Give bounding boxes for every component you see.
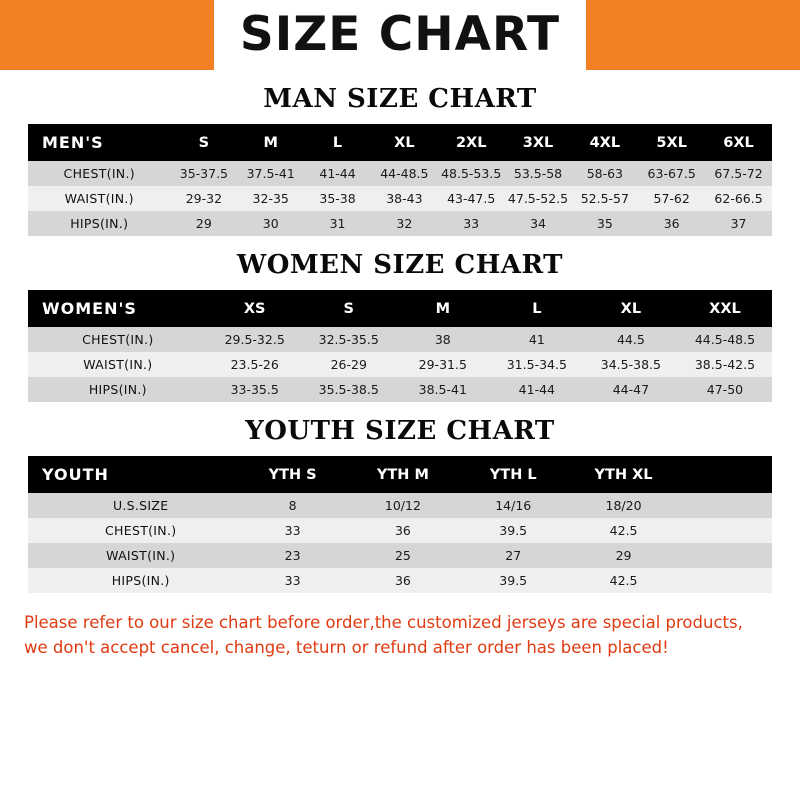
cell: 47.5-52.5: [505, 186, 572, 211]
header-right-accent: [770, 0, 800, 70]
cell: 23.5-26: [208, 352, 302, 377]
table-header-row: [28, 124, 772, 161]
cell: 48.5-53.5: [438, 161, 505, 186]
col-header-womens: WOMEN'S: [28, 290, 208, 327]
cell-spacer: [679, 568, 772, 593]
cell: 35-38: [304, 186, 371, 211]
cell-spacer: [679, 518, 772, 543]
cell: 31.5-34.5: [490, 352, 584, 377]
page-title: SIZE CHART: [214, 0, 586, 70]
col-header-s: S: [170, 124, 237, 161]
men-section-title: MAN SIZE CHART: [263, 84, 537, 114]
col-header-m: M: [237, 124, 304, 161]
youth-size-table: [28, 456, 772, 593]
cell: 29: [568, 543, 678, 568]
cell: 35-37.5: [170, 161, 237, 186]
col-header-2xl: 2XL: [438, 124, 505, 161]
cell: 42.5: [568, 568, 678, 593]
row-label-hips: HIPS(IN.): [28, 211, 170, 236]
youth-section: [0, 416, 800, 593]
table-row: [28, 377, 772, 402]
cell: 44.5: [584, 327, 678, 352]
cell: 14/16: [458, 493, 568, 518]
cell: 63-67.5: [638, 161, 705, 186]
cell-spacer: [679, 543, 772, 568]
cell: 39.5: [458, 568, 568, 593]
cell: 25: [348, 543, 458, 568]
col-header-yth-xl: YTH XL: [568, 456, 678, 493]
cell: 44-47: [584, 377, 678, 402]
cell: 8: [237, 493, 347, 518]
row-label-chest: CHEST(IN.): [28, 327, 208, 352]
cell: 29-32: [170, 186, 237, 211]
col-header-s: S: [302, 290, 396, 327]
row-label-waist: WAIST(IN.): [28, 352, 208, 377]
cell: 47-50: [678, 377, 772, 402]
cell: 44-48.5: [371, 161, 438, 186]
cell: 29.5-32.5: [208, 327, 302, 352]
cell: 62-66.5: [705, 186, 772, 211]
table-row: [28, 211, 772, 236]
cell: 44.5-48.5: [678, 327, 772, 352]
footer-note-line1: Please refer to our size chart before order,the customized jerseys are special products,: [24, 613, 743, 632]
cell: 35: [571, 211, 638, 236]
cell: 36: [348, 568, 458, 593]
youth-section-title: YOUTH SIZE CHART: [245, 416, 555, 446]
row-label-hips: HIPS(IN.): [28, 377, 208, 402]
table-row: [28, 543, 772, 568]
col-header-yth-m: YTH M: [348, 456, 458, 493]
cell: 67.5-72: [705, 161, 772, 186]
cell: 30: [237, 211, 304, 236]
table-header-row: [28, 290, 772, 327]
cell: 57-62: [638, 186, 705, 211]
cell: 38.5-41: [396, 377, 490, 402]
cell: 32-35: [237, 186, 304, 211]
col-header-m: M: [396, 290, 490, 327]
row-label-hips: HIPS(IN.): [28, 568, 237, 593]
cell: 34: [505, 211, 572, 236]
women-section: [0, 250, 800, 402]
col-header-6xl: 6XL: [705, 124, 772, 161]
women-section-title: WOMEN SIZE CHART: [237, 250, 563, 280]
cell: 42.5: [568, 518, 678, 543]
cell: 52.5-57: [571, 186, 638, 211]
col-header-xl: XL: [584, 290, 678, 327]
cell: 38: [396, 327, 490, 352]
cell: 33: [438, 211, 505, 236]
row-label-chest: CHEST(IN.): [28, 161, 170, 186]
cell: 37: [705, 211, 772, 236]
cell: 35.5-38.5: [302, 377, 396, 402]
footer-note: [0, 611, 800, 661]
table-row: [28, 186, 772, 211]
cell: 33: [237, 568, 347, 593]
cell: 36: [348, 518, 458, 543]
table-row: [28, 161, 772, 186]
cell: 29-31.5: [396, 352, 490, 377]
col-header-spacer: [679, 456, 772, 493]
cell: 31: [304, 211, 371, 236]
cell: 27: [458, 543, 568, 568]
table-row: [28, 518, 772, 543]
cell: 39.5: [458, 518, 568, 543]
cell: 33-35.5: [208, 377, 302, 402]
cell: 33: [237, 518, 347, 543]
cell: 41-44: [490, 377, 584, 402]
cell: 41: [490, 327, 584, 352]
col-header-l: L: [304, 124, 371, 161]
col-header-3xl: 3XL: [505, 124, 572, 161]
row-label-chest: CHEST(IN.): [28, 518, 237, 543]
col-header-5xl: 5XL: [638, 124, 705, 161]
col-header-xxl: XXL: [678, 290, 772, 327]
men-section: [0, 84, 800, 236]
header-bar: [0, 0, 800, 70]
cell: 38.5-42.5: [678, 352, 772, 377]
row-label-waist: WAIST(IN.): [28, 186, 170, 211]
cell: 36: [638, 211, 705, 236]
footer-note-line2: we don't accept cancel, change, teturn or refund after order has been placed!: [24, 637, 669, 657]
col-header-l: L: [490, 290, 584, 327]
row-label-us-size: U.S.SIZE: [28, 493, 237, 518]
table-header-row: [28, 456, 772, 493]
col-header-xs: XS: [208, 290, 302, 327]
cell: 26-29: [302, 352, 396, 377]
cell: 32.5-35.5: [302, 327, 396, 352]
col-header-4xl: 4XL: [571, 124, 638, 161]
col-header-yth-l: YTH L: [458, 456, 568, 493]
table-row: [28, 493, 772, 518]
cell: 32: [371, 211, 438, 236]
cell: 58-63: [571, 161, 638, 186]
col-header-yth-s: YTH S: [237, 456, 347, 493]
cell: 53.5-58: [505, 161, 572, 186]
cell-spacer: [679, 493, 772, 518]
col-header-mens: MEN'S: [28, 124, 170, 161]
cell: 34.5-38.5: [584, 352, 678, 377]
cell: 10/12: [348, 493, 458, 518]
table-row: [28, 352, 772, 377]
cell: 18/20: [568, 493, 678, 518]
men-size-table: [28, 124, 772, 236]
header-left-accent: [0, 0, 30, 70]
col-header-youth: YOUTH: [28, 456, 237, 493]
cell: 37.5-41: [237, 161, 304, 186]
cell: 29: [170, 211, 237, 236]
table-row: [28, 327, 772, 352]
cell: 43-47.5: [438, 186, 505, 211]
table-row: [28, 568, 772, 593]
row-label-waist: WAIST(IN.): [28, 543, 237, 568]
cell: 41-44: [304, 161, 371, 186]
col-header-xl: XL: [371, 124, 438, 161]
women-size-table: [28, 290, 772, 402]
cell: 23: [237, 543, 347, 568]
cell: 38-43: [371, 186, 438, 211]
